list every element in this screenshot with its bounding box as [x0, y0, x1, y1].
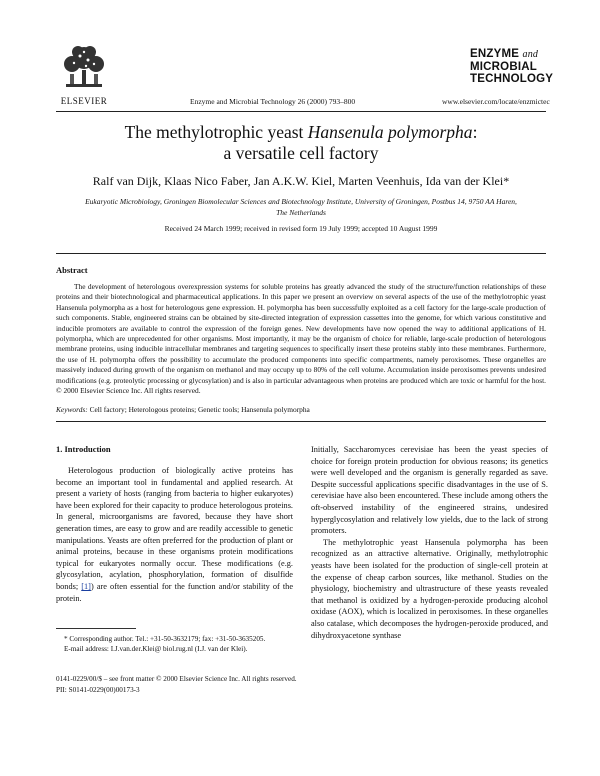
- citation-link[interactable]: [1]: [81, 581, 91, 591]
- issn-block: [56, 674, 297, 695]
- journal-url-link[interactable]: www.elsevier.com/locate/enzmictec: [442, 97, 550, 106]
- footnote-rule: [56, 628, 136, 629]
- elsevier-logo: [56, 44, 112, 110]
- header-rule: [56, 111, 546, 112]
- email-address: E-mail address: I.J.van.der.Klei@ biol.rug.nl (I.J. van der Klei).: [64, 645, 248, 653]
- journal-logo: [470, 48, 554, 85]
- received-dates: Received 24 March 1999; received in revised form 19 July 1999; accepted 10 August 1999: [164, 224, 438, 233]
- journal-logo-line3: TECHNOLOGY: [470, 73, 554, 85]
- affiliation: Eukaryotic Microbiology, Groningen Biomolecular Sciences and Biotechnology Institute, University of Groningen, Postbus 14, 9750 AA Haren, The Netherlands: [85, 197, 517, 217]
- body-paragraph: Heterologous production of biologically active proteins has become an important tool in fundamental and applied research. At present a variety of hosts (ranging from bacteria to higher eukaryotes) have been explored for their capacity to produce heterologous proteins. In general, microorganisms are favored, because they have short generation times, are easy to grow and are readily accessible to genetic manipulations. Yeasts are often preferred for the production of plant or animal proteins, because in these organisms protein modifications typical for eukaryotes normally occur. These modifications (e.g. glycosylation, acylation, phosphorylation, formation of disulfide bonds; [1]) are often essential for the function and/or stability of the protein.: [56, 466, 294, 603]
- pii-line: PII: S0141-0229(00)00173-3: [56, 685, 140, 694]
- abstract-body: [56, 282, 546, 396]
- issn-line: 0141-0229/00/$ – see front matter © 2000 Elsevier Science Inc. All rights reserved.: [56, 675, 297, 683]
- authors: Ralf van Dijk, Klaas Nico Faber, Jan A.K.W. Kiel, Marten Veenhuis, Ida van der Klei*: [92, 174, 510, 188]
- section-heading: 1. Introduction: [56, 444, 111, 454]
- column-right: [311, 444, 548, 641]
- journal-logo-line1: ENZYME and: [470, 48, 539, 60]
- keywords: Keywords: Cell factory; Heterologous proteins; Genetic tools; Hansenula polymorpha: [56, 405, 310, 414]
- body-paragraph: Initially, Saccharomyces cerevisiae has been the yeast species of choice for foreign protein production for obvious reasons; its genetics were well developed and the organism is generally regarded as save. Despite successful applications specific disadvantages in the use of S. cerevisiae have also been encountered. These include among others the oft-observed instability of the engineered strains, undesired hyperglycosylation and relatively low yields, due to the lack of strong promoters.: [311, 445, 548, 536]
- elsevier-tree-icon: [60, 44, 108, 90]
- paper-title: The methylotrophic yeast Hansenula polymorpha: a versatile cell factory: [124, 122, 478, 163]
- publisher-name: ELSEVIER: [60, 96, 108, 106]
- journal-logo-line2: MICROBIAL: [470, 61, 537, 73]
- abstract-heading: Abstract: [56, 265, 88, 275]
- column-left: [56, 465, 293, 604]
- body-paragraph: The methylotrophic yeast Hansenula polymorpha has been recognized as an attractive alternative. Originally, methylotrophic yeasts have been isolated for the production of single-cell protein at the expense of cheap carbon sources, like methanol. Studies on the physiology, biochemistry and ultrastructure of these yeasts revealed that methanol is oxidized by a hydrogen-peroxide producing alcohol oxidase (AOX), which is localized in peroxisomes. In these organelles also catalase, which decomposes the hydrogen-peroxide produced, and dihydroxyacetone synthase: [311, 537, 548, 640]
- footnote: * Corresponding author. Tel.: +31-50-3632179; fax: +31-50-3635205. E-mail address: I.J.van.der.Klei@ biol.rug.nl (I.J. van der Klei).: [56, 634, 293, 654]
- journal-citation: Enzyme and Microbial Technology 26 (2000) 793–800: [190, 97, 356, 106]
- abstract-bottom-rule: [56, 421, 546, 422]
- abstract-text: The development of heterologous overexpression systems for soluble proteins has greatly advanced the study of the structure/function relationships of these proteins and their biotechnological and pharmaceutical applications. In this paper we present an overview on several aspects of the use of the methylotrophic yeast Hansenula polymorpha as a host for heterologous gene expression. H. polymorpha has been successfully exploited as a cell factory for the large-scale production of such components. Stable, engineered strains can be obtained by site-directed integration of expression cassettes into the genome, for which various constitutive and inducible promoters are available to control the expression of the foreign genes. New developments have now opened the way to additional applications of H. polymorpha, which are unprecedented for other organisms. Most importantly, it may be the organism of choice for reliable, large-scale production of heterologous membrane proteins, using inducible intracellular membranes and targeting sequences to specifically insert these proteins stably into these membranes. Furthermore, the use of H. polymorpha offers the possibility to accumulate the produced components into specific compartments, namely peroxisomes. These organelles are massively induced during growth of the organism on methanol and may occupy up to 80% of the cell volume. Accumulation inside peroxisomes prevents undesired modifications (e.g. proteolytic processing or glycosylation) and is also in particular advantageous when proteins are produced which are toxic or harmful for the host. © 2000 Elsevier Science Inc. All rights reserved.: [56, 282, 546, 396]
- abstract-top-rule: [56, 253, 546, 254]
